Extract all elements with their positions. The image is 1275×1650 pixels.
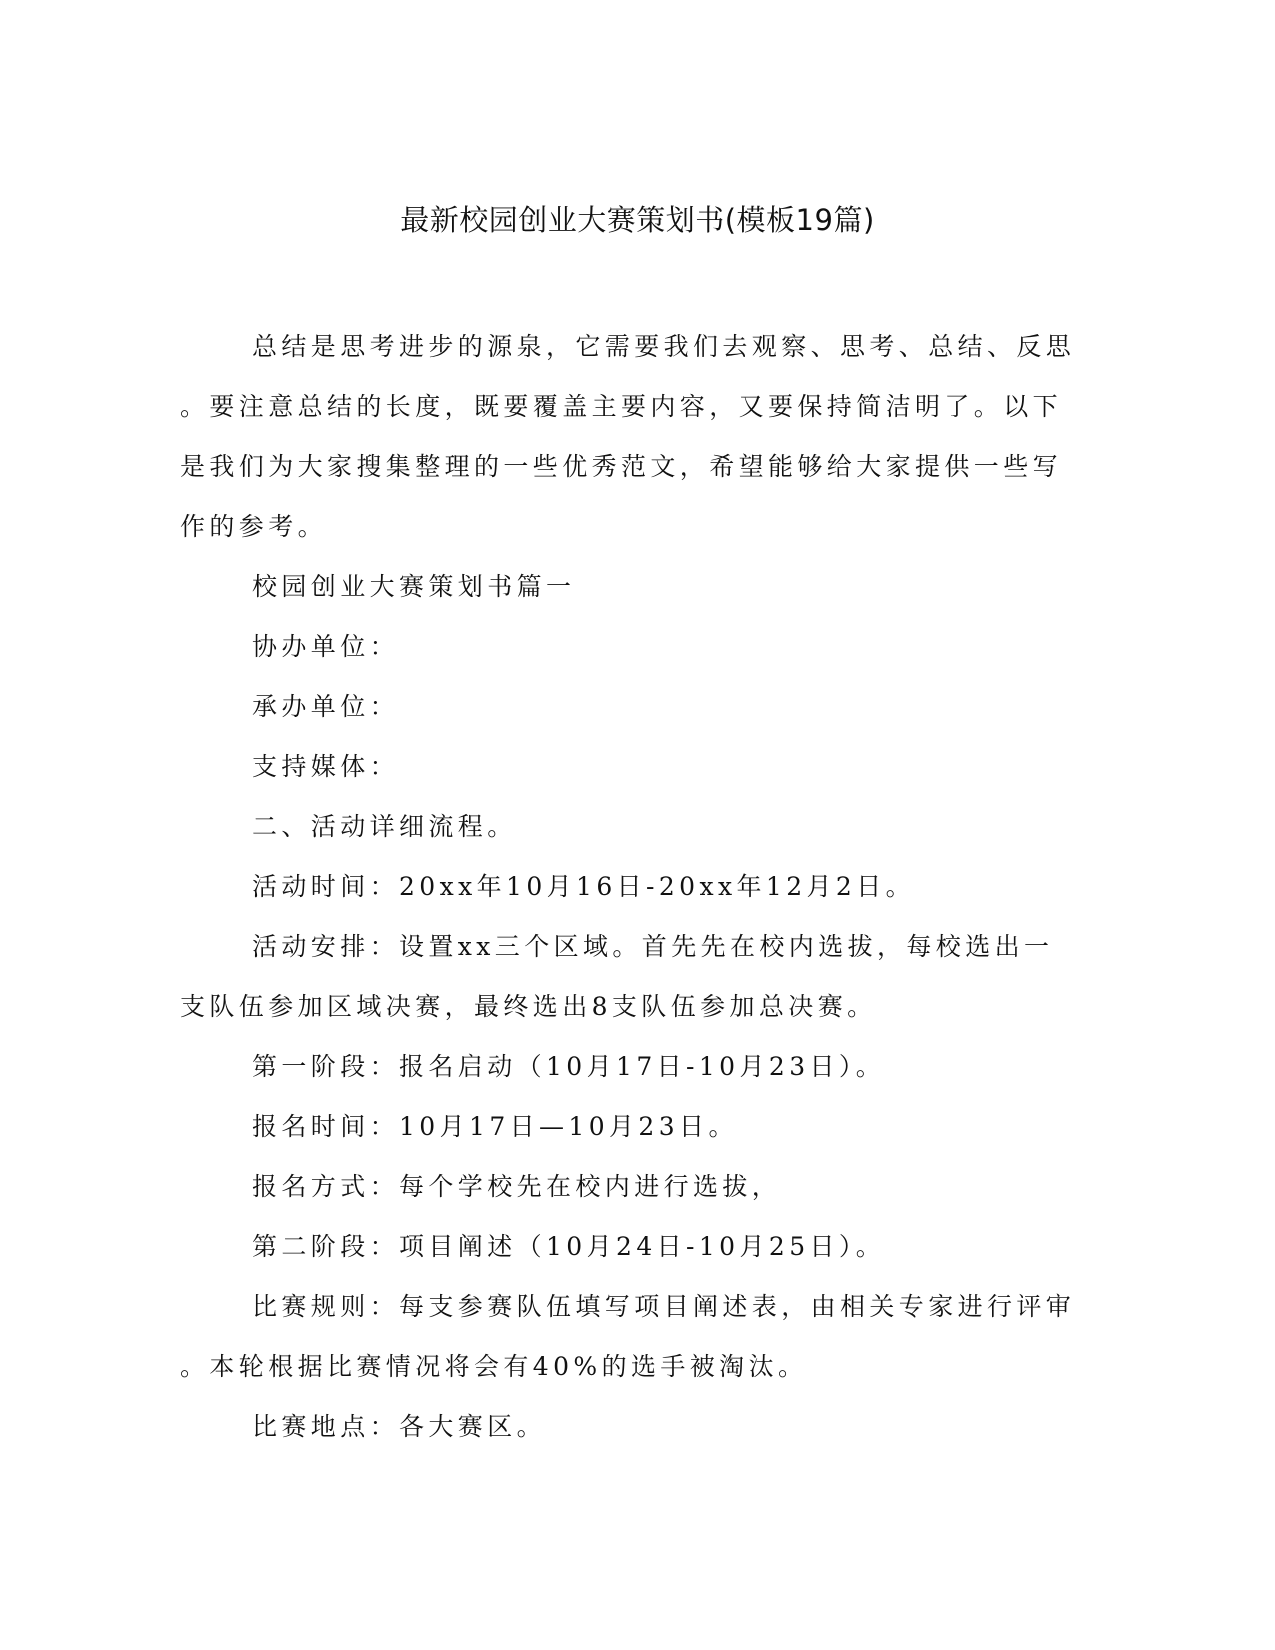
section-heading: 校园创业大赛策划书篇一: [252, 572, 576, 601]
arrangement-line-2: 支队伍参加区域决赛，最终选出8支队伍参加总决赛。: [180, 992, 877, 1021]
arrangement-line-1: 活动安排：设置xx三个区域。首先先在校内选拔，每校选出一: [252, 932, 1054, 961]
rules-line-2: 。本轮根据比赛情况将会有40%的选手被淘汰。: [180, 1352, 808, 1381]
intro-line-4: 作的参考。: [180, 512, 328, 541]
media-line: 支持媒体：: [252, 752, 400, 781]
document-body: [180, 317, 1076, 1457]
process-heading: 二、活动详细流程。: [252, 812, 517, 841]
organizer-line: 承办单位：: [252, 692, 400, 721]
intro-line-2: 。要注意总结的长度，既要覆盖主要内容，又要保持简洁明了。以下: [180, 392, 1063, 421]
stage-one-line: 第一阶段：报名启动（10月17日-10月23日）。: [252, 1052, 886, 1081]
co-organizer-line: 协办单位：: [252, 632, 400, 661]
activity-time-line: 活动时间：20xx年10月16日-20xx年12月2日。: [252, 872, 916, 901]
stage-two-line: 第二阶段：项目阐述（10月24日-10月25日）。: [252, 1232, 886, 1261]
rules-line-1: 比赛规则：每支参赛队伍填写项目阐述表，由相关专家进行评审: [252, 1292, 1076, 1321]
document-title: 最新校园创业大赛策划书(模板19篇): [400, 203, 875, 237]
signup-method-line: 报名方式：每个学校先在校内进行选拔，: [252, 1172, 782, 1201]
signup-time-line: 报名时间：10月17日—10月23日。: [252, 1112, 738, 1141]
intro-line-3: 是我们为大家搜集整理的一些优秀范文，希望能够给大家提供一些写: [180, 452, 1063, 481]
intro-line-1: 总结是思考进步的源泉，它需要我们去观察、思考、总结、反思: [252, 332, 1076, 361]
venue-line: 比赛地点：各大赛区。: [252, 1412, 547, 1441]
